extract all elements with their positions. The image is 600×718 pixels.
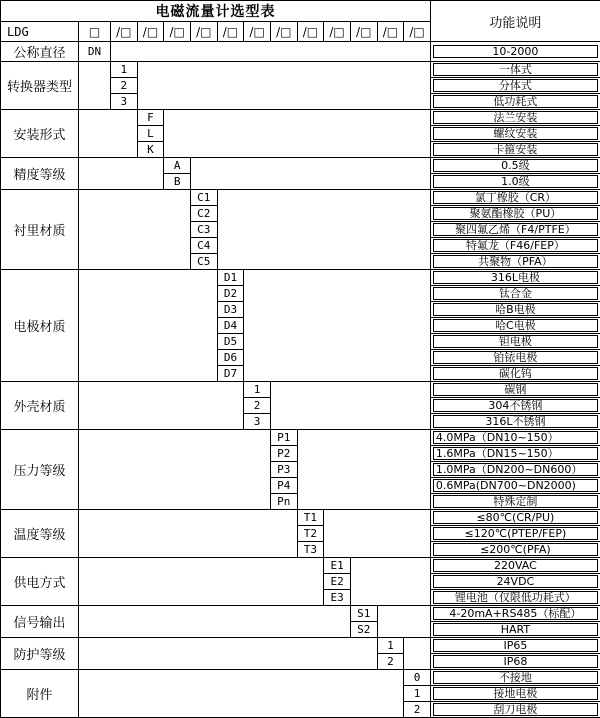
desc-cell	[430, 42, 600, 62]
option-row	[1, 42, 600, 62]
model-slot: /□	[217, 22, 244, 42]
code-cell: 2	[111, 78, 138, 94]
spacer-cell	[111, 42, 431, 62]
desc-cell	[430, 686, 600, 702]
spacer-cell	[297, 430, 430, 510]
desc-value: 哈B电极	[433, 303, 598, 316]
spacer-cell	[244, 270, 431, 382]
desc-cell	[430, 622, 600, 638]
desc-cell	[430, 270, 600, 286]
desc-cell	[430, 142, 600, 158]
model-slot: /□	[324, 22, 351, 42]
code-cell: D6	[217, 350, 244, 366]
desc-value: ≤200℃(PFA)	[433, 543, 598, 556]
desc-value: 1.6MPa（DN15~150）	[433, 447, 598, 460]
desc-value: 4-20mA+RS485（标配）	[433, 607, 598, 620]
spacer-cell	[79, 638, 378, 670]
group-label-lining-material: 衬里材质	[1, 190, 79, 270]
desc-value: 哈C电极	[433, 319, 598, 332]
desc-value: 接地电极	[433, 687, 598, 700]
code-cell: 1	[404, 686, 431, 702]
code-cell: 3	[111, 94, 138, 110]
model-slot: /□	[164, 22, 191, 42]
group-label-housing-material: 外壳材质	[1, 382, 79, 430]
option-row	[1, 430, 600, 446]
desc-cell	[430, 574, 600, 590]
code-cell: DN	[79, 42, 111, 62]
desc-cell	[430, 238, 600, 254]
option-row	[1, 270, 600, 286]
code-cell: 2	[404, 702, 431, 718]
code-cell: D2	[217, 286, 244, 302]
code-cell: P3	[270, 462, 297, 478]
code-cell: 3	[244, 414, 271, 430]
desc-cell	[430, 414, 600, 430]
desc-value: 铂铱电极	[433, 351, 598, 364]
group-label-electrode-material: 电极材质	[1, 270, 79, 382]
desc-value: 氯丁橡胶（CR）	[433, 191, 598, 204]
desc-cell	[430, 654, 600, 670]
code-cell: P2	[270, 446, 297, 462]
desc-cell	[430, 334, 600, 350]
code-cell: 2	[244, 398, 271, 414]
desc-cell	[430, 430, 600, 446]
desc-cell	[430, 478, 600, 494]
desc-value: 316L电极	[433, 271, 598, 284]
desc-value: 10-2000	[433, 45, 598, 58]
desc-value: IP65	[433, 639, 598, 652]
desc-cell	[430, 206, 600, 222]
model-first-slot: □	[79, 22, 111, 42]
option-row	[1, 382, 600, 398]
desc-cell	[430, 526, 600, 542]
desc-value: 螺纹安装	[433, 127, 598, 140]
model-slot: /□	[377, 22, 404, 42]
desc-cell	[430, 446, 600, 462]
model-slot: /□	[244, 22, 271, 42]
option-row	[1, 606, 600, 622]
model-prefix: LDG	[1, 22, 79, 42]
option-row	[1, 670, 600, 686]
model-slot: /□	[404, 22, 431, 42]
desc-value: 共聚物（PFA）	[433, 255, 598, 268]
spacer-cell	[324, 510, 431, 558]
group-label-accessories: 附件	[1, 670, 79, 718]
group-label-signal-output: 信号输出	[1, 606, 79, 638]
spacer-cell	[137, 62, 430, 110]
code-cell: 1	[244, 382, 271, 398]
desc-value: 聚氨酯橡胶（PU）	[433, 207, 598, 220]
code-cell: D4	[217, 318, 244, 334]
spacer-cell	[79, 510, 298, 558]
code-cell: S2	[350, 622, 377, 638]
desc-cell	[430, 558, 600, 574]
option-row	[1, 510, 600, 526]
desc-value: 4.0MPa（DN10~150）	[433, 431, 598, 444]
group-label-protection-rating: 防护等级	[1, 638, 79, 670]
code-cell: C1	[190, 190, 217, 206]
desc-value: 304不锈钢	[433, 399, 598, 412]
desc-cell	[430, 366, 600, 382]
desc-value: 特殊定制	[433, 495, 598, 508]
code-cell: E1	[324, 558, 351, 574]
desc-value: 220VAC	[433, 559, 598, 572]
option-row	[1, 158, 600, 174]
code-cell: C5	[190, 254, 217, 270]
option-row	[1, 110, 600, 126]
code-cell: K	[137, 142, 164, 158]
desc-cell	[430, 286, 600, 302]
desc-cell	[430, 94, 600, 110]
code-cell: D5	[217, 334, 244, 350]
code-cell: E2	[324, 574, 351, 590]
desc-value: 1.0MPa（DN200~DN600）	[433, 463, 598, 476]
desc-value: 1.0级	[433, 175, 598, 188]
desc-cell	[430, 158, 600, 174]
group-label-power-supply: 供电方式	[1, 558, 79, 606]
group-label-nominal-diameter: 公称直径	[1, 42, 79, 62]
code-cell: T1	[297, 510, 324, 526]
spacer-cell	[79, 110, 138, 158]
group-label-accuracy-class: 精度等级	[1, 158, 79, 190]
desc-value: 316L不锈钢	[433, 415, 598, 428]
spacer-cell	[164, 110, 431, 158]
code-cell: C2	[190, 206, 217, 222]
spacer-cell	[79, 190, 191, 270]
desc-value: IP68	[433, 655, 598, 668]
function-column-header: 功能说明	[430, 1, 600, 42]
desc-cell	[430, 254, 600, 270]
desc-cell	[430, 174, 600, 190]
desc-value: HART	[433, 623, 598, 636]
code-cell: 1	[377, 638, 404, 654]
spacer-cell	[404, 638, 431, 670]
desc-value: 锂电池（仅限低功耗式）	[433, 591, 598, 604]
desc-value: 法兰安装	[433, 111, 598, 124]
desc-value: ≤120℃(PTEP/FEP)	[433, 527, 598, 540]
desc-cell	[430, 510, 600, 526]
spacer-cell	[79, 670, 404, 718]
code-cell: A	[164, 158, 191, 174]
desc-cell	[430, 78, 600, 94]
desc-cell	[430, 62, 600, 78]
desc-value: 聚四氟乙烯（F4/PTFE）	[433, 223, 598, 236]
desc-cell	[430, 222, 600, 238]
desc-value: 不接地	[433, 671, 598, 684]
model-slot: /□	[270, 22, 297, 42]
desc-value: 24VDC	[433, 575, 598, 588]
desc-value: 0.6MPa(DN700~DN2000)	[433, 479, 598, 492]
code-cell: C3	[190, 222, 217, 238]
code-cell: P1	[270, 430, 297, 446]
desc-value: 刮刀电极	[433, 703, 598, 716]
group-label-temperature-rating: 温度等级	[1, 510, 79, 558]
model-slot: /□	[350, 22, 377, 42]
code-cell: F	[137, 110, 164, 126]
code-cell: S1	[350, 606, 377, 622]
code-cell: D7	[217, 366, 244, 382]
desc-value: 碳钢	[433, 383, 598, 396]
desc-value: 钽电极	[433, 335, 598, 348]
desc-value: 钛合金	[433, 287, 598, 300]
code-cell: D3	[217, 302, 244, 318]
desc-cell	[430, 702, 600, 718]
desc-value: 特氟龙（F46/FEP）	[433, 239, 598, 252]
spacer-cell	[79, 430, 271, 510]
desc-cell	[430, 318, 600, 334]
desc-cell	[430, 590, 600, 606]
desc-value: 0.5级	[433, 159, 598, 172]
page-title: 电磁流量计选型表	[1, 1, 431, 22]
title-row	[1, 1, 600, 22]
desc-cell	[430, 542, 600, 558]
code-cell: 0	[404, 670, 431, 686]
group-label-installation-type: 安装形式	[1, 110, 79, 158]
desc-cell	[430, 302, 600, 318]
group-label-pressure-rating: 压力等级	[1, 430, 79, 510]
code-cell: T3	[297, 542, 324, 558]
code-cell: 2	[377, 654, 404, 670]
code-cell: D1	[217, 270, 244, 286]
spacer-cell	[377, 606, 430, 638]
desc-value: 低功耗式	[433, 95, 598, 108]
desc-cell	[430, 126, 600, 142]
spacer-cell	[350, 558, 430, 606]
desc-value: ≤80℃(CR/PU)	[433, 511, 598, 524]
option-row	[1, 638, 600, 654]
spacer-cell	[270, 382, 430, 430]
code-cell: Pn	[270, 494, 297, 510]
spacer-cell	[79, 382, 244, 430]
spacer-cell	[79, 158, 164, 190]
code-cell: L	[137, 126, 164, 142]
code-cell: P4	[270, 478, 297, 494]
desc-cell	[430, 398, 600, 414]
desc-value: 分体式	[433, 79, 598, 92]
desc-cell	[430, 606, 600, 622]
model-slot: /□	[111, 22, 138, 42]
option-row	[1, 62, 600, 78]
model-slot: /□	[297, 22, 324, 42]
code-cell: B	[164, 174, 191, 190]
desc-cell	[430, 190, 600, 206]
desc-cell	[430, 350, 600, 366]
desc-cell	[430, 110, 600, 126]
desc-cell	[430, 382, 600, 398]
model-slot: /□	[190, 22, 217, 42]
desc-cell	[430, 494, 600, 510]
code-cell: T2	[297, 526, 324, 542]
group-label-converter-type: 转换器类型	[1, 62, 79, 110]
code-cell: E3	[324, 590, 351, 606]
desc-value: 一体式	[433, 63, 598, 76]
code-cell: 1	[111, 62, 138, 78]
option-row	[1, 558, 600, 574]
spacer-cell	[190, 158, 430, 190]
spacer-cell	[79, 606, 351, 638]
desc-value: 碳化钨	[433, 367, 598, 380]
spacer-cell	[217, 190, 430, 270]
desc-value: 卡箍安装	[433, 143, 598, 156]
option-row	[1, 190, 600, 206]
code-cell: C4	[190, 238, 217, 254]
spacer-cell	[79, 270, 218, 382]
spacer-cell	[79, 62, 111, 110]
spacer-cell	[79, 558, 324, 606]
model-slot: /□	[137, 22, 164, 42]
desc-cell	[430, 462, 600, 478]
desc-cell	[430, 670, 600, 686]
desc-cell	[430, 638, 600, 654]
